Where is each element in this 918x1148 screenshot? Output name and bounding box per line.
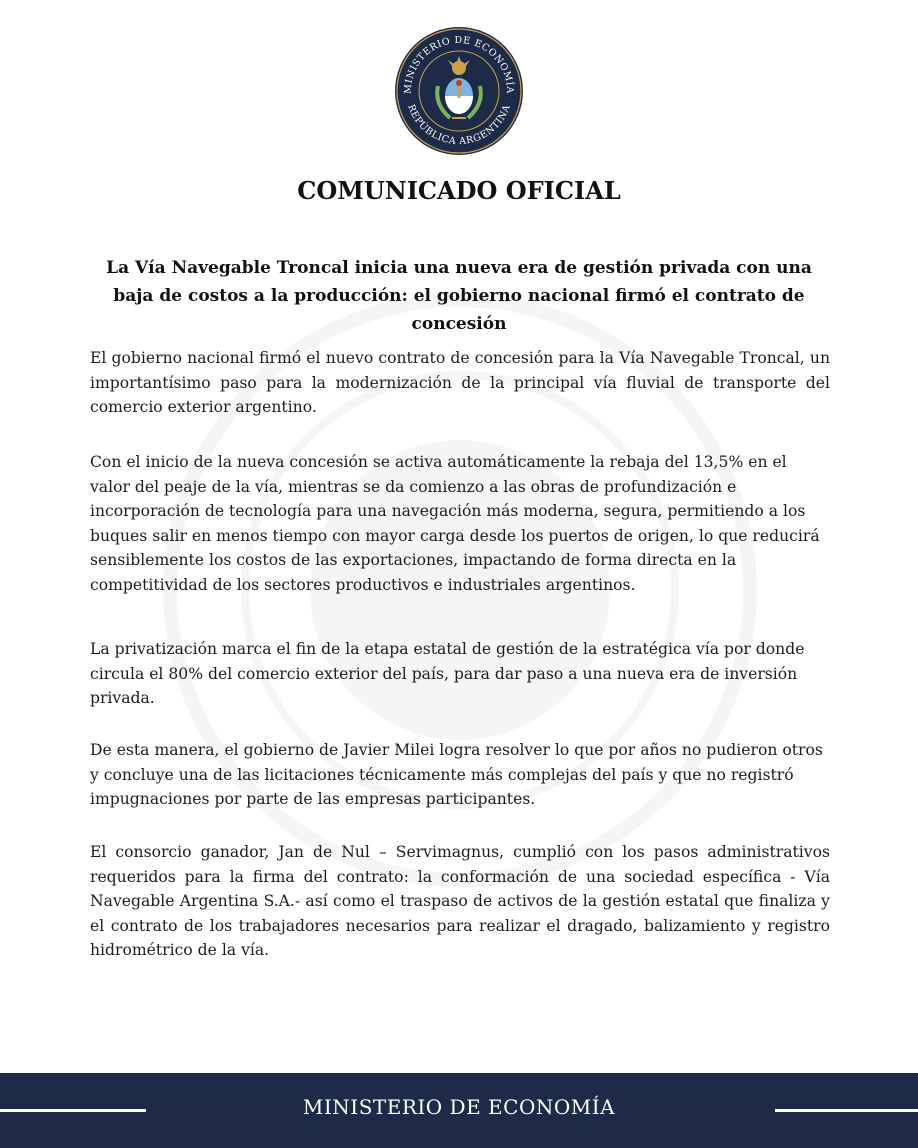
page-title: COMUNICADO OFICIAL: [297, 176, 621, 205]
paragraph-2: Con el inicio de la nueva concesión se activa automáticamente la rebaja del 13,5% en el valor del peaje de la vía, mientras se da comienzo a las obras de profundización e incorporación de tecnología para una navegación más moderna, segura, permitiendo a los buques salir en menos tiempo con mayor carga desde los puertos de origen, lo que reducirá sensiblemente los costos de las exportaciones, impactando de forma directa en la competitividad de los sectores productivos e industriales argentinos.: [90, 453, 820, 594]
paragraph-4: De esta manera, el gobierno de Javier Milei logra resolver lo que por años no pudieron otros y concluye una de las licitaciones técnicamente más complejas del país y que no registró impugnaciones por parte de las empresas participantes.: [90, 741, 823, 808]
ministry-seal-icon: [394, 26, 524, 156]
svg-text:MINISTERIO DE ECONOMÍA: MINISTERIO DE ECONOMÍA: [402, 34, 516, 95]
paragraph-5: El consorcio ganador, Jan de Nul – Servimagnus, cumplió con los pasos administrativos requeridos para la firma del contrato: la conformación de una sociedad específica - Vía Navegable Argentina S.A.- así como el traspaso de activos de la gestión estatal que finaliza y el contrato de los trabajadores necesarios para realizar el dragado, balizamiento y registro hidrométrico de la vía.: [90, 843, 830, 959]
footer-banner: [0, 1073, 918, 1148]
footer-divider-right: [775, 1109, 918, 1112]
footer-label: MINISTERIO DE ECONOMÍA: [302, 1095, 616, 1119]
headline: La Vía Navegable Troncal inicia una nueva era de gestión privada con una baja de costos a la producción: el gobierno nacional firmó el contrato de concesión: [106, 258, 812, 334]
paragraph-1: El gobierno nacional firmó el nuevo contrato de concesión para la Vía Navegable Troncal, un importantísimo paso para la modernización de la principal vía fluvial de transporte del comercio exterior argentino.: [90, 349, 830, 416]
paragraph-3: La privatización marca el fin de la etapa estatal de gestión de la estratégica vía por donde circula el 80% del comercio exterior del país, para dar paso a una nueva era de inversión privada.: [90, 640, 805, 707]
svg-text:REPÚBLICA ARGENTINA: REPÚBLICA ARGENTINA: [405, 103, 513, 148]
